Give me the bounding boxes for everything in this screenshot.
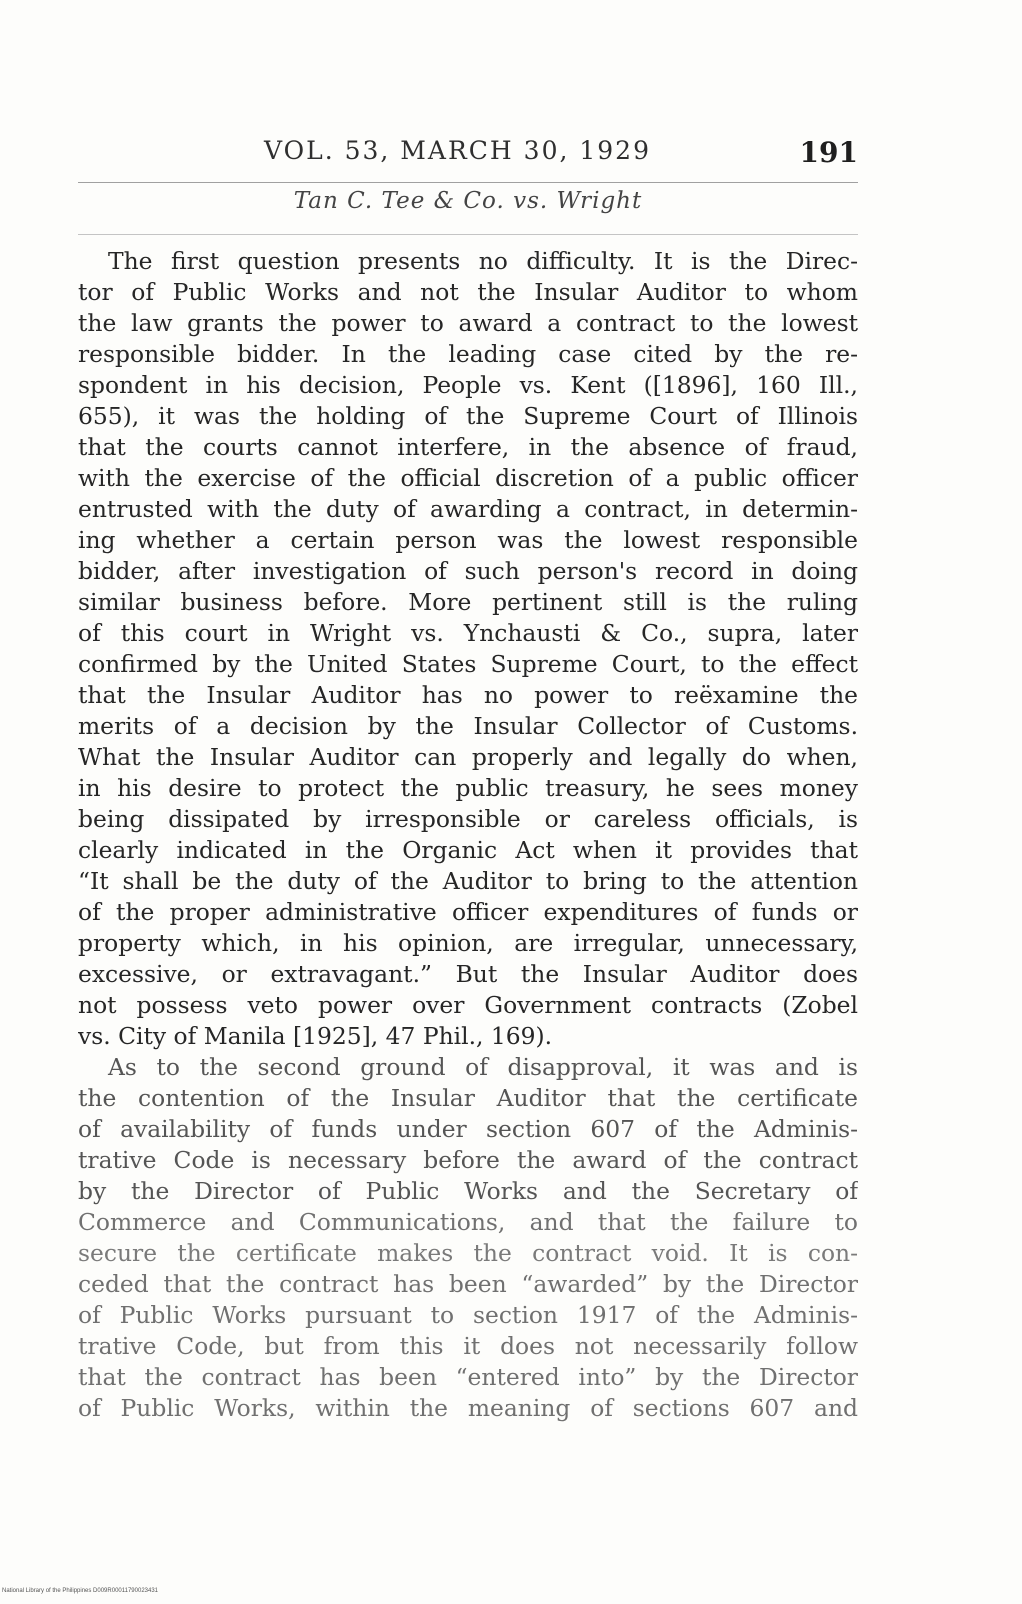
- body-text: [78, 246, 858, 1424]
- text-line: that the courts cannot interfere, in the absence of fraud,: [78, 433, 858, 461]
- paragraph-1: [78, 246, 858, 1052]
- text-line: of Public Works pursuant to section 1917 of the Adminis-: [78, 1301, 858, 1329]
- text-line: secure the certificate makes the contract void. It is con-: [78, 1239, 858, 1267]
- text-line: The first question presents no difficulty. It is the Direc-: [108, 247, 858, 275]
- text-line: vs. City of Manila [1925], 47 Phil., 169).: [78, 1022, 553, 1050]
- text-line: ceded that the contract has been “awarded” by the Director: [78, 1270, 858, 1298]
- text-line: bidder, after investigation of such person's record in doing: [78, 557, 858, 585]
- header-rule: [78, 182, 858, 183]
- text-line: Commerce and Communications, and that the failure to: [78, 1208, 858, 1236]
- text-line: of the proper administrative officer expenditures of funds or: [78, 898, 858, 926]
- text-line: trative Code is necessary before the award of the contract: [78, 1146, 858, 1174]
- caption-rule: [78, 234, 858, 235]
- text-line: As to the second ground of disapproval, it was and is: [108, 1053, 858, 1081]
- page-number: 191: [799, 136, 858, 169]
- text-line: similar business before. More pertinent still is the ruling: [78, 588, 858, 616]
- text-line: trative Code, but from this it does not necessarily follow: [78, 1332, 858, 1360]
- page-header: [78, 136, 858, 180]
- text-line: in his desire to protect the public treasury, he sees money: [78, 774, 858, 802]
- text-line: of Public Works, within the meaning of sections 607 and: [78, 1394, 858, 1422]
- text-line: property which, in his opinion, are irregular, unnecessary,: [78, 929, 858, 957]
- paragraph-2: [78, 1052, 858, 1424]
- text-line: 655), it was the holding of the Supreme Court of Illinois: [78, 402, 858, 430]
- text-line: ing whether a certain person was the lowest responsible: [78, 526, 858, 554]
- text-line: tor of Public Works and not the Insular Auditor to whom: [78, 278, 858, 306]
- text-line: that the contract has been “entered into” by the Director: [78, 1363, 858, 1391]
- text-line: merits of a decision by the Insular Collector of Customs.: [78, 712, 858, 740]
- text-line: What the Insular Auditor can properly and legally do when,: [78, 743, 858, 771]
- text-line: the contention of the Insular Auditor that the certificate: [78, 1084, 858, 1112]
- text-line: “It shall be the duty of the Auditor to bring to the attention: [78, 867, 858, 895]
- text-line: of availability of funds under section 607 of the Adminis-: [78, 1115, 858, 1143]
- text-line: that the Insular Auditor has no power to reëxamine the: [78, 681, 858, 709]
- text-line: confirmed by the United States Supreme Court, to the effect: [78, 650, 858, 678]
- text-line: by the Director of Public Works and the Secretary of: [78, 1177, 858, 1205]
- text-line: responsible bidder. In the leading case cited by the re-: [78, 340, 858, 368]
- case-caption: Tan C. Tee & Co. vs. Wright: [293, 188, 643, 214]
- text-line: with the exercise of the official discretion of a public officer: [78, 464, 858, 492]
- text-line: entrusted with the duty of awarding a contract, in determin-: [78, 495, 858, 523]
- running-head: VOL. 53, MARCH 30, 1929: [264, 136, 651, 165]
- text-line: not possess veto power over Government contracts (Zobel: [78, 991, 858, 1019]
- text-line: the law grants the power to award a contract to the lowest: [78, 309, 858, 337]
- text-line: excessive, or extravagant.” But the Insular Auditor does: [78, 960, 858, 988]
- text-line: clearly indicated in the Organic Act when it provides that: [78, 836, 858, 864]
- text-line: being dissipated by irresponsible or careless officials, is: [78, 805, 858, 833]
- text-line: of this court in Wright vs. Ynchausti & Co., supra, later: [78, 619, 858, 647]
- source-footnote: National Library of the Philippines D009R00011790023431: [2, 1588, 158, 1594]
- text-line: spondent in his decision, People vs. Kent ([1896], 160 Ill.,: [78, 371, 858, 399]
